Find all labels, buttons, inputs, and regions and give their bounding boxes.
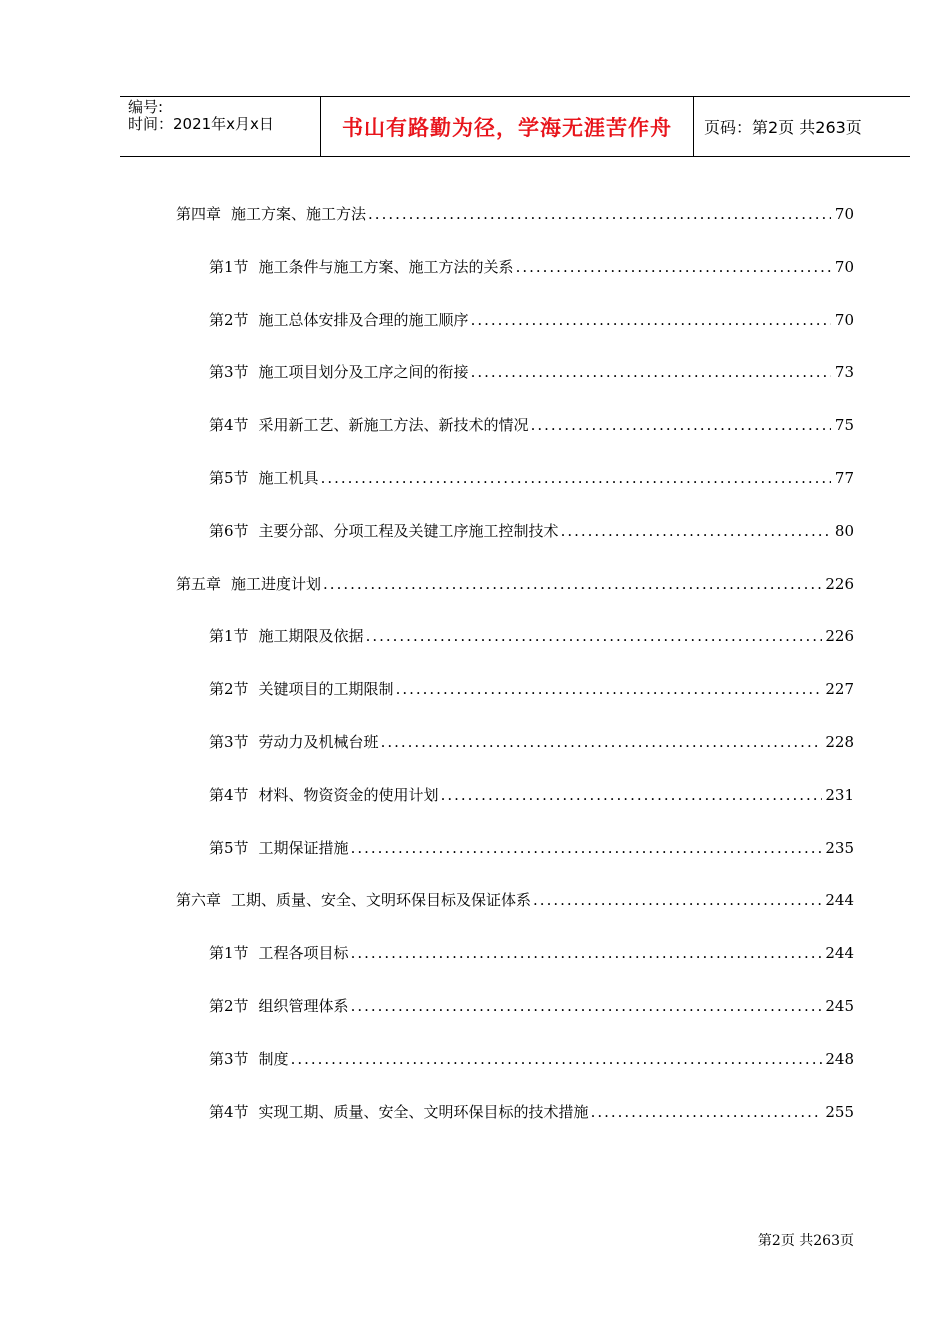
time-label: 时间：2021年x月x日 <box>128 115 274 133</box>
toc-entry-title: 施工机具 <box>258 469 319 487</box>
header-meta <box>120 97 321 156</box>
toc-section-entry[interactable] <box>209 309 854 331</box>
toc-section-entry[interactable] <box>209 995 854 1017</box>
toc-dot-leader <box>351 942 823 964</box>
toc-entry-title: 组织管理体系 <box>258 997 349 1015</box>
toc-section-entry[interactable] <box>209 1048 854 1070</box>
toc-entry-number: 第3节 <box>209 1050 249 1068</box>
toc-entry-number: 第4节 <box>209 416 249 434</box>
toc-entry-number: 第2节 <box>209 680 249 698</box>
toc-entry-page: 255 <box>825 1103 854 1121</box>
toc-dot-leader <box>366 625 823 647</box>
toc-entry-number: 第4节 <box>209 786 249 804</box>
toc-entry-title: 材料、物资资金的使用计划 <box>258 786 439 804</box>
toc-chapter-entry[interactable] <box>176 889 854 911</box>
toc-entry-title: 采用新工艺、新施工方法、新技术的情况 <box>258 416 529 434</box>
toc-section-entry[interactable] <box>209 731 854 753</box>
toc-dot-leader <box>561 520 831 542</box>
toc-entry-number: 第1节 <box>209 627 249 645</box>
toc-entry-title: 施工总体安排及合理的施工顺序 <box>258 311 469 329</box>
toc-section-entry[interactable] <box>209 1101 854 1123</box>
toc-entry-number: 第3节 <box>209 363 249 381</box>
toc-entry-page: 226 <box>825 575 854 593</box>
toc-chapter-entry[interactable] <box>176 573 854 595</box>
toc-entry-title: 工期、质量、安全、文明环保目标及保证体系 <box>231 891 532 909</box>
toc-chapter-entry[interactable] <box>176 203 854 225</box>
toc-dot-leader <box>533 889 822 911</box>
toc-dot-leader <box>471 309 831 331</box>
toc-dot-leader <box>516 256 831 278</box>
toc-section-entry[interactable] <box>209 942 854 964</box>
toc-dot-leader <box>381 731 823 753</box>
toc-dot-leader <box>441 784 823 806</box>
toc-entry-page: 70 <box>834 205 854 223</box>
toc-dot-leader <box>291 1048 823 1070</box>
toc-entry-title: 施工进度计划 <box>231 575 322 593</box>
toc-section-entry[interactable] <box>209 256 854 278</box>
toc-section-entry[interactable] <box>209 837 854 859</box>
toc-entry-page: 80 <box>834 522 854 540</box>
toc-entry-number: 第1节 <box>209 944 249 962</box>
toc-entry-page: 228 <box>825 733 854 751</box>
toc-entry-number: 第五章 <box>176 575 222 593</box>
toc-section-entry[interactable] <box>209 784 854 806</box>
toc-section-entry[interactable] <box>209 467 854 489</box>
toc-entry-number: 第4节 <box>209 1103 249 1121</box>
toc-entry-page: 226 <box>825 627 854 645</box>
toc-entry-title: 主要分部、分项工程及关键工序施工控制技术 <box>258 522 559 540</box>
toc-entry-page: 75 <box>834 416 854 434</box>
toc-entry-page: 73 <box>834 363 854 381</box>
toc-entry-page: 235 <box>825 839 854 857</box>
toc-entry-title: 工程各项目标 <box>258 944 349 962</box>
toc-entry-page: 244 <box>825 944 854 962</box>
page-footer: 第2页 共263页 <box>757 1233 854 1249</box>
toc-entry-title: 工期保证措施 <box>258 839 349 857</box>
toc-entry-number: 第5节 <box>209 839 249 857</box>
toc-dot-leader <box>591 1101 823 1123</box>
toc-entry-number: 第四章 <box>176 205 222 223</box>
toc-entry-title: 施工条件与施工方案、施工方法的关系 <box>258 258 514 276</box>
toc-section-entry[interactable] <box>209 414 854 436</box>
toc-dot-leader <box>351 995 823 1017</box>
toc-entry-number: 第6节 <box>209 522 249 540</box>
toc-entry-page: 70 <box>834 311 854 329</box>
toc-entry-title: 劳动力及机械台班 <box>258 733 379 751</box>
header-page-info: 页码：第2页 共263页 <box>704 118 862 137</box>
toc-entry-number: 第3节 <box>209 733 249 751</box>
toc-entry-number: 第5节 <box>209 469 249 487</box>
toc-entry-number: 第2节 <box>209 311 249 329</box>
toc-entry-number: 第2节 <box>209 997 249 1015</box>
toc-entry-page: 244 <box>825 891 854 909</box>
toc-entry-page: 231 <box>825 786 854 804</box>
toc-entry-page: 77 <box>834 469 854 487</box>
toc-dot-leader <box>323 573 822 595</box>
toc-section-entry[interactable] <box>209 520 854 542</box>
toc-section-entry[interactable] <box>209 678 854 700</box>
toc-dot-leader <box>471 361 831 383</box>
toc-entry-page: 248 <box>825 1050 854 1068</box>
toc-entry-number: 第六章 <box>176 891 222 909</box>
number-label: 编号: <box>128 98 164 116</box>
header-motto: 书山有路勤为径，学海无涯苦作舟 <box>321 97 694 156</box>
toc-entry-title: 施工期限及依据 <box>258 627 364 645</box>
page-header <box>120 96 910 157</box>
toc-entry-number: 第1节 <box>209 258 249 276</box>
toc-dot-leader <box>396 678 823 700</box>
toc-entry-page: 227 <box>825 680 854 698</box>
toc-section-entry[interactable] <box>209 625 854 647</box>
toc-entry-title: 施工方案、施工方法 <box>231 205 367 223</box>
toc-dot-leader <box>531 414 831 436</box>
toc-section-entry[interactable] <box>209 361 854 383</box>
toc-entry-page: 70 <box>834 258 854 276</box>
toc-dot-leader <box>368 203 831 225</box>
toc-dot-leader <box>321 467 831 489</box>
toc-entry-title: 实现工期、质量、安全、文明环保目标的技术措施 <box>258 1103 589 1121</box>
toc-entry-title: 制度 <box>258 1050 289 1068</box>
toc-entry-title: 关键项目的工期限制 <box>258 680 394 698</box>
toc-entry-title: 施工项目划分及工序之间的衔接 <box>258 363 469 381</box>
toc-entry-page: 245 <box>825 997 854 1015</box>
toc-dot-leader <box>351 837 823 859</box>
